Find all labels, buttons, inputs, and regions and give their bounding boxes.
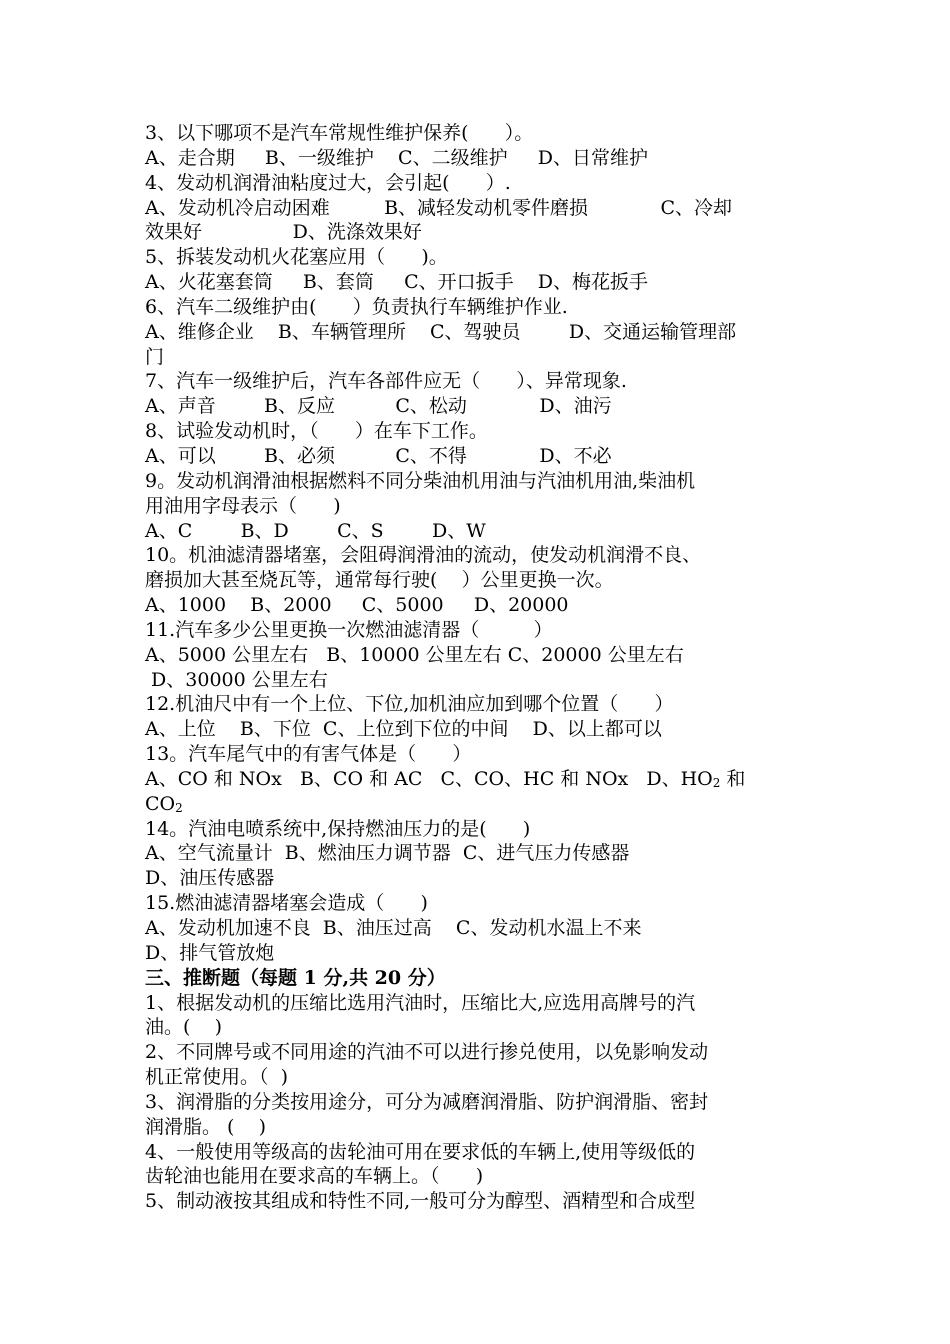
text-line [145,245,810,270]
text-line [145,543,810,568]
line-text: 用油用字母表示（ ) [145,494,341,517]
line-text: A、5000 公里左右 B、10000 公里左右 C、20000 公里左右 [145,643,684,666]
text-line [145,146,810,171]
line-text: 油。( ) [145,1016,222,1039]
line-text: D、排气管放炮 [145,941,275,964]
text-line [145,394,810,419]
line-text: 4、一般使用等级高的齿轮油可用在要求低的车辆上,使用等级低的 [145,1140,696,1163]
text-line [145,1090,810,1115]
line-text: 润滑脂。 ( ) [145,1115,267,1138]
line-text: 三、推断题（每题 1 分,共 20 分） [145,966,446,989]
document-body [145,121,810,1214]
section-heading [145,966,810,991]
text-line [145,369,810,394]
line-text: 9。发动机润滑油根据燃料不同分柴油机用油与汽油机用油,柴油机 [145,469,696,492]
text-line [145,792,810,817]
line-text: 13。汽车尾气中的有害气体是（ ） [145,743,472,766]
line-text: A、上位 B、下位 C、上位到下位的中间 D、以上都可以 [145,718,662,741]
text-line [145,568,810,593]
text-line [145,891,810,916]
text-line [145,1140,810,1165]
line-text: 1、根据发动机的压缩比选用汽油时，压缩比大,应选用高牌号的汽 [145,991,696,1014]
text-line [145,991,810,1016]
text-line [145,941,810,966]
text-line [145,916,810,941]
line-text: A、1000 B、2000 C、5000 D、20000 [145,594,569,617]
line-text: 机正常使用。（ ) [145,1066,288,1089]
subscript: 2 [175,800,183,815]
line-text: 15.燃油滤清器堵塞会造成（ ) [145,892,428,915]
text-line [145,1065,810,1090]
line-text: A、火花塞套筒 B、套筒 C、开口扳手 D、梅花扳手 [145,271,649,294]
text-line [145,817,810,842]
text-line [145,270,810,295]
line-text: 6、汽车二级维护由( ）负责执行车辆维护作业. [145,295,568,318]
text-line [145,692,810,717]
text-line [145,1164,810,1189]
line-text: A、发动机冷启动困难 B、减轻发动机零件磨损 C、冷却 [145,196,733,219]
text-line [145,171,810,196]
text-line [145,767,810,792]
text-line [145,1115,810,1140]
line-text: CO [145,792,176,815]
text-line [145,519,810,544]
line-text: A、空气流量计 B、燃油压力调节器 C、进气压力传感器 [145,842,630,865]
text-line [145,841,810,866]
line-text: 10。机油滤清器堵塞，会阻碍润滑油的流动，使发动机润滑不良、 [145,544,702,567]
text-line [145,444,810,469]
text-line [145,320,810,345]
text-line [145,121,810,146]
text-line [145,668,810,693]
line-text: 4、发动机润滑油粘度过大，会引起( ）. [145,171,511,194]
line-text-after: 和 [720,767,746,790]
line-text: 门 [145,345,165,368]
text-line [145,643,810,668]
line-text: 齿轮油也能用在要求高的车辆上。（ ) [145,1165,484,1188]
text-line [145,593,810,618]
line-text: 效果好 D、洗涤效果好 [145,221,422,244]
text-line [145,717,810,742]
text-line [145,1040,810,1065]
line-text: D、30000 公里左右 [145,668,328,691]
line-text: A、走合期 B、一级维护 C、二级维护 D、日常维护 [145,146,649,169]
line-text: D、油压传感器 [145,867,275,890]
text-line [145,1189,810,1214]
text-line [145,742,810,767]
line-text: 3、以下哪项不是汽车常规性维护保养( ）。 [145,122,534,144]
text-line [145,866,810,891]
text-line [145,419,810,444]
line-text: 5、拆装发动机火花塞应用（ )。 [145,246,448,269]
text-line [145,196,810,221]
line-text: 11.汽车多少公里更换一次燃油滤清器（ ） [145,618,553,641]
line-text: 5、制动液按其组成和特性不同,一般可分为醇型、酒精型和合成型 [145,1190,696,1213]
line-text: A、维修企业 B、车辆管理所 C、驾驶员 D、交通运输管理部 [145,320,737,343]
text-line [145,220,810,245]
line-text: 12.机油尺中有一个上位、下位,加机油应加到哪个位置（ ） [145,693,674,716]
text-line [145,295,810,320]
line-text: A、CO 和 NOx B、CO 和 AC C、CO、HC 和 NOx D、HO [145,767,713,790]
line-text: A、可以 B、必须 C、不得 D、不必 [145,444,612,467]
line-text: A、声音 B、反应 C、松动 D、油污 [145,395,612,418]
subscript: 2 [712,775,721,790]
line-text: 8、试验发动机时，（ ）在车下工作。 [145,420,488,443]
line-text: 7、汽车一级维护后，汽车各部件应无（ ）、异常现象. [145,370,627,393]
text-line [145,494,810,519]
text-line [145,1015,810,1040]
line-text: 3、润滑脂的分类按用途分，可分为减磨润滑脂、防护润滑脂、密封 [145,1090,709,1113]
text-line [145,345,810,370]
text-line [145,618,810,643]
line-text: A、C B、D C、S D、W [145,519,486,542]
line-text: 14。汽油电喷系统中,保持燃油压力的是( ) [145,817,531,840]
line-text: 磨损加大甚至烧瓦等，通常每行驶( ）公里更换一次。 [145,569,614,592]
text-line [145,469,810,494]
line-text: 2、不同牌号或不同用途的汽油不可以进行掺兑使用，以免影响发动 [145,1041,709,1064]
line-text: A、发动机加速不良 B、油压过高 C、发动机水温上不来 [145,917,642,939]
